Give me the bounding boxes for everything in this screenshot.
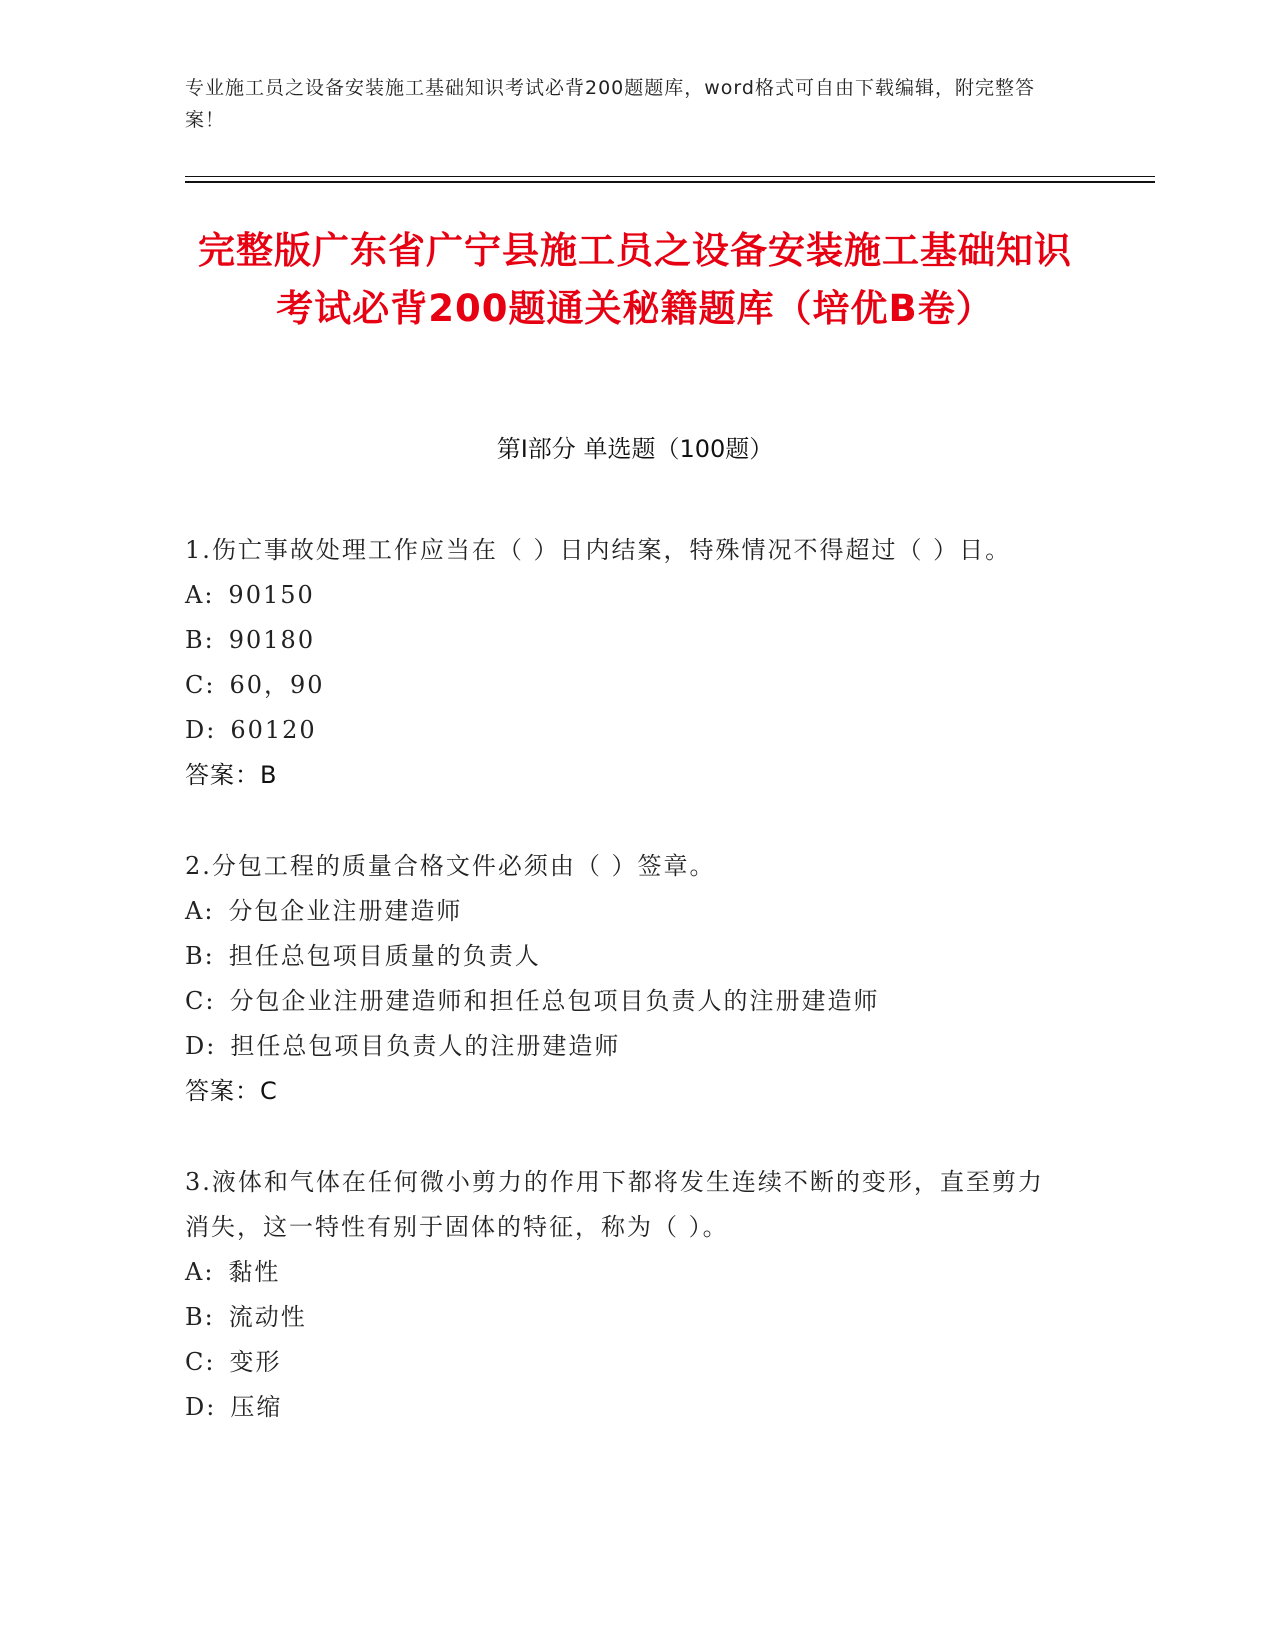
- option-b: [185, 934, 1065, 979]
- option-a: [185, 1250, 1065, 1295]
- option-c: [185, 979, 1065, 1024]
- option-b: [185, 1295, 1065, 1340]
- question-stem: 3.液体和气体在任何微小剪力的作用下都将发生连续不断的变形，直至剪力消失，这一特性有别于固体的特征，称为（ ）。: [185, 1168, 1044, 1241]
- option-text: 90150: [228, 581, 315, 609]
- option-a: [185, 889, 1065, 934]
- option-text: 90180: [228, 626, 316, 654]
- option-key: B:: [185, 1303, 215, 1331]
- option-text: 担任总包项目负责人的注册建造师: [230, 1032, 621, 1060]
- option-key: D:: [185, 1032, 217, 1060]
- header-divider-thick: [185, 181, 1155, 183]
- option-a: [185, 573, 1065, 618]
- option-key: D:: [185, 1393, 217, 1421]
- option-key: B:: [185, 942, 215, 970]
- option-text: 分包企业注册建造师: [228, 897, 463, 925]
- option-text: 变形: [229, 1348, 282, 1376]
- question-list: [185, 528, 1065, 1476]
- option-key: D:: [185, 716, 217, 744]
- option-text: 60，90: [229, 671, 325, 699]
- option-key: C:: [185, 671, 216, 699]
- header-note: 专业施工员之设备安装施工基础知识考试必背200题题库，word格式可自由下载编辑，附完整答案！: [185, 77, 1035, 131]
- option-text: 流动性: [228, 1303, 307, 1331]
- header-divider-thin: [185, 176, 1155, 177]
- option-key: A:: [185, 897, 215, 925]
- question-stem: 2.分包工程的质量合格文件必须由（ ）签章。: [185, 852, 716, 880]
- question-stem: 1.伤亡事故处理工作应当在（ ）日内结案，特殊情况不得超过（ ）日。: [185, 536, 1012, 564]
- answer-line: 答案：B: [185, 761, 278, 789]
- document-title: 完整版广东省广宁县施工员之设备安装施工基础知识考试必背200题通关秘籍题库（培优B卷）: [198, 229, 1072, 330]
- option-text: 担任总包项目质量的负责人: [228, 942, 541, 970]
- option-text: 黏性: [228, 1258, 281, 1286]
- option-text: 分包企业注册建造师和担任总包项目负责人的注册建造师: [229, 987, 880, 1015]
- option-b: [185, 618, 1065, 663]
- option-c: [185, 1340, 1065, 1385]
- option-d: [185, 1024, 1065, 1069]
- option-key: A:: [185, 1258, 215, 1286]
- option-key: C:: [185, 1348, 216, 1376]
- question-item: [185, 528, 1065, 798]
- question-item: [185, 1160, 1065, 1430]
- option-text: 60120: [230, 716, 317, 744]
- answer-line: 答案：C: [185, 1077, 278, 1105]
- option-key: C:: [185, 987, 216, 1015]
- option-d: [185, 708, 1065, 753]
- option-d: [185, 1385, 1065, 1430]
- option-c: [185, 663, 1065, 708]
- question-item: [185, 844, 1065, 1114]
- option-key: B:: [185, 626, 215, 654]
- option-key: A:: [185, 581, 215, 609]
- option-text: 压缩: [230, 1393, 283, 1421]
- section-title: 第Ⅰ部分 单选题（100题）: [496, 435, 774, 463]
